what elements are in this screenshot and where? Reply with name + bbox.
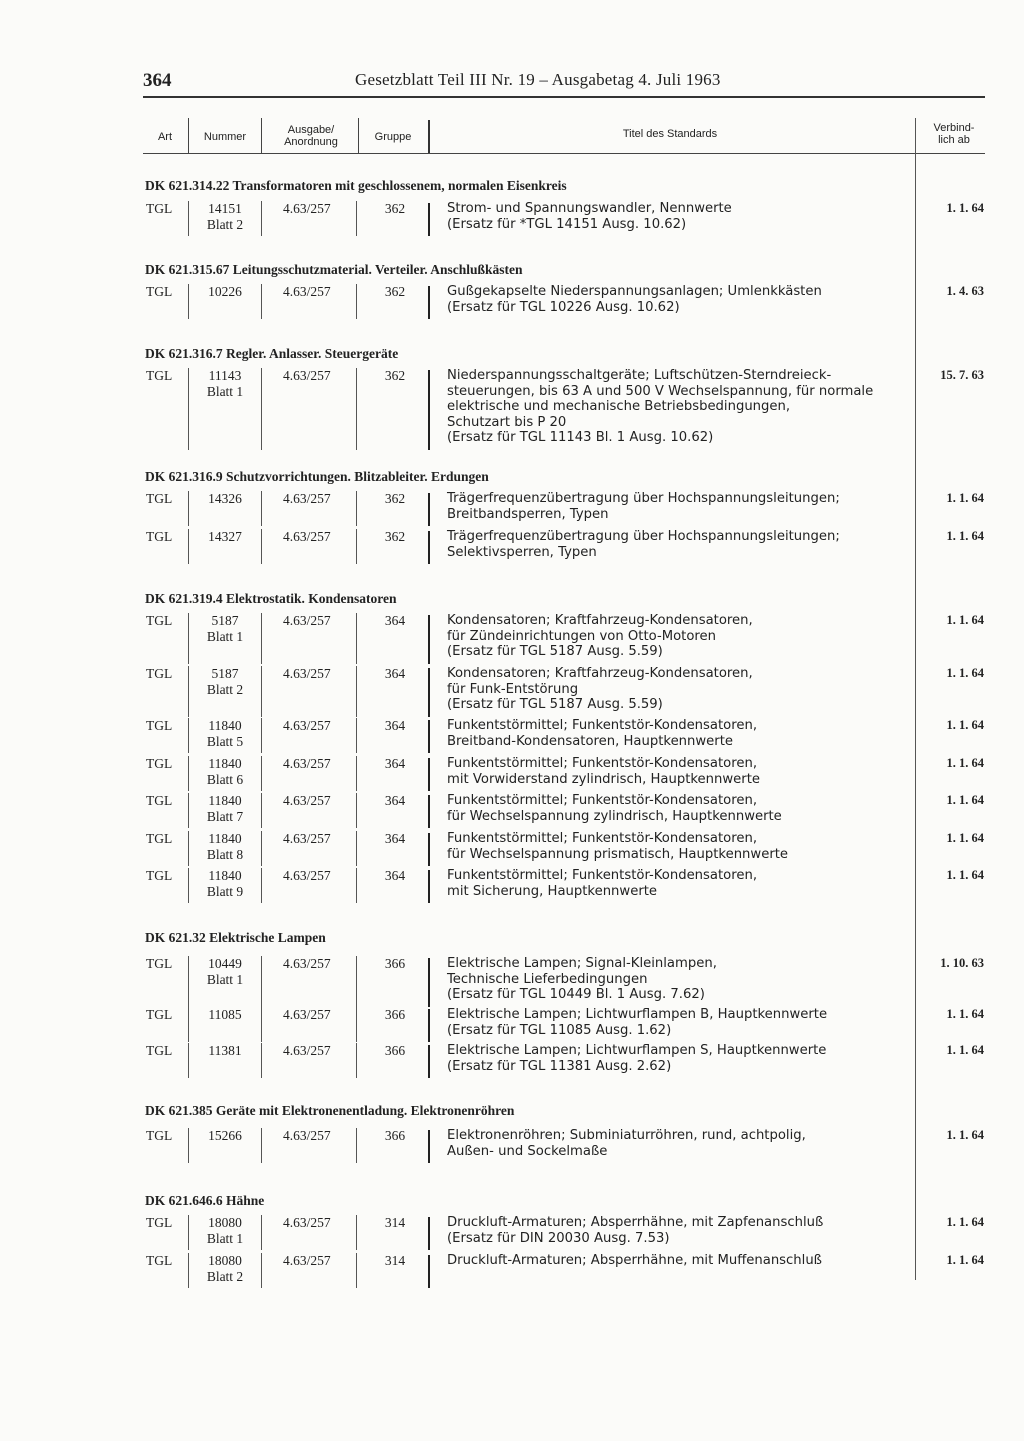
standard-title xyxy=(447,666,915,713)
column-divider xyxy=(188,118,189,154)
title-line: Elektrische Lampen; Lichtwurflampen S, Hauptkennwerte xyxy=(447,1043,827,1058)
sheet-number: Blatt 2 xyxy=(206,681,244,697)
effective-date: 1. 1. 64 xyxy=(946,1128,984,1142)
standard-title xyxy=(447,793,915,824)
art-cell: TGL xyxy=(146,368,173,383)
sheet-number: Blatt 1 xyxy=(206,971,244,987)
standard-number: 11840 xyxy=(208,793,242,808)
sheet-number: Blatt 1 xyxy=(206,1230,244,1246)
art-cell: TGL xyxy=(146,1215,173,1230)
gruppe-cell: 362 xyxy=(384,529,406,544)
effective-date: 1. 1. 64 xyxy=(946,1007,984,1021)
title-line: Druckluft-Armaturen; Absperrhähne, mit Muffenanschluß xyxy=(447,1253,822,1268)
column-divider xyxy=(356,831,357,866)
standard-title xyxy=(447,284,915,315)
title-line: Trägerfrequenzübertragung über Hochspannungsleitungen; xyxy=(447,491,840,506)
column-divider xyxy=(428,1009,430,1042)
title-line: Kondensatoren; Kraftfahrzeug-Kondensatoren, xyxy=(447,666,753,681)
column-divider xyxy=(428,286,430,319)
section-heading: DK 621.315.67 Leitungsschutzmaterial. Verteiler. Anschlußkästen xyxy=(145,262,523,277)
title-line: Funkentstörmittel; Funkentstör-Kondensatoren, xyxy=(447,831,758,846)
table-row xyxy=(0,1253,1024,1284)
column-divider xyxy=(356,956,357,1007)
nummer-cell xyxy=(190,793,260,824)
standard-number: 11840 xyxy=(208,718,242,733)
standard-number: 10226 xyxy=(208,284,242,299)
table-row xyxy=(0,1215,1024,1246)
ausgabe-cell: 4.63/257 xyxy=(283,718,331,733)
nummer-cell xyxy=(190,1007,260,1023)
column-divider xyxy=(261,666,262,717)
standard-number: 10449 xyxy=(208,956,242,971)
standard-title xyxy=(447,718,915,749)
title-line: Funkentstörmittel; Funkentstör-Kondensatoren, xyxy=(447,793,758,808)
nummer-cell xyxy=(190,201,260,232)
standard-title xyxy=(447,201,915,232)
standard-title xyxy=(447,956,915,1003)
title-line: Schutzart bis P 20 xyxy=(447,414,567,430)
art-cell: TGL xyxy=(146,1253,173,1268)
standard-number: 11381 xyxy=(208,1043,242,1058)
title-line: (Ersatz für TGL 10449 Bl. 1 Ausg. 7.62) xyxy=(447,987,705,1002)
ausgabe-cell: 4.63/257 xyxy=(283,284,331,299)
gruppe-cell: 366 xyxy=(384,1043,406,1058)
standard-title xyxy=(447,1215,915,1246)
gruppe-cell: 362 xyxy=(384,491,406,506)
title-line: Kondensatoren; Kraftfahrzeug-Kondensatoren, xyxy=(447,613,753,628)
art-cell: TGL xyxy=(146,1128,173,1143)
column-divider xyxy=(428,1217,430,1250)
nummer-cell xyxy=(190,956,260,987)
effective-date: 1. 1. 64 xyxy=(946,666,984,680)
column-divider xyxy=(428,493,430,526)
ausgabe-cell: 4.63/257 xyxy=(283,956,331,971)
column-divider xyxy=(188,1043,189,1078)
column-divider xyxy=(428,615,430,664)
column-divider xyxy=(261,1253,262,1288)
column-header-rule xyxy=(143,153,985,154)
section-heading: DK 621.385 Geräte mit Elektronenentladung. Elektronenröhren xyxy=(145,1103,515,1118)
gruppe-cell: 366 xyxy=(384,956,406,971)
title-line: Funkentstörmittel; Funkentstör-Kondensatoren, xyxy=(447,868,758,883)
section-heading: DK 621.316.9 Schutzvorrichtungen. Blitzableiter. Erdungen xyxy=(145,469,489,484)
nummer-cell xyxy=(190,1128,260,1144)
effective-date: 1. 1. 64 xyxy=(946,718,984,732)
column-divider xyxy=(261,613,262,664)
art-cell: TGL xyxy=(146,956,173,971)
title-line: Niederspannungsschaltgeräte; Luftschützen-Sterndreieck- xyxy=(447,368,832,383)
column-divider xyxy=(261,529,262,564)
gruppe-cell: 314 xyxy=(384,1215,406,1230)
ausgabe-cell: 4.63/257 xyxy=(283,1007,331,1022)
title-line: Selektivsperren, Typen xyxy=(447,544,597,560)
gruppe-cell: 364 xyxy=(384,831,406,846)
table-row xyxy=(0,529,1024,560)
section-heading: DK 621.316.7 Regler. Anlasser. Steuergeräte xyxy=(145,346,399,361)
art-cell: TGL xyxy=(146,756,173,771)
table-row xyxy=(0,718,1024,749)
art-cell: TGL xyxy=(146,284,173,299)
column-divider xyxy=(261,756,262,791)
page-header-title: Gesetzblatt Teil III Nr. 19 – Ausgabetag 4. Juli 1963 xyxy=(355,70,721,89)
column-divider xyxy=(188,284,189,319)
column-divider xyxy=(356,1128,357,1163)
ausgabe-cell: 4.63/257 xyxy=(283,868,331,883)
column-divider xyxy=(261,1007,262,1042)
title-line: steuerungen, bis 63 A und 500 V Wechselspannung, für normale xyxy=(447,383,874,399)
column-divider xyxy=(188,201,189,236)
table-row xyxy=(0,666,1024,713)
column-header-ausgabe-line2: Anordnung xyxy=(284,136,338,148)
art-cell: TGL xyxy=(146,868,173,883)
column-divider xyxy=(356,666,357,717)
title-line: für Wechselspannung prismatisch, Hauptkennwerte xyxy=(447,846,789,862)
ausgabe-cell: 4.63/257 xyxy=(283,1043,331,1058)
gruppe-cell: 366 xyxy=(384,1007,406,1022)
effective-date: 1. 1. 64 xyxy=(946,491,984,505)
nummer-cell xyxy=(190,1253,260,1284)
column-divider xyxy=(428,120,430,153)
column-divider xyxy=(356,491,357,526)
column-divider xyxy=(261,868,262,903)
title-line: mit Sicherung, Hauptkennwerte xyxy=(447,883,658,899)
column-header-gruppe: Gruppe xyxy=(374,131,412,143)
standard-title xyxy=(447,1043,915,1074)
column-divider xyxy=(358,118,359,154)
column-divider xyxy=(188,529,189,564)
sheet-number: Blatt 1 xyxy=(206,628,244,644)
effective-date: 1. 4. 63 xyxy=(946,284,984,298)
ausgabe-cell: 4.63/257 xyxy=(283,1128,331,1143)
title-line: elektrische und mechanische Betriebsbedingungen, xyxy=(447,399,791,414)
title-line: Elektrische Lampen; Signal-Kleinlampen, xyxy=(447,956,717,971)
title-line: (Ersatz für TGL 5187 Ausg. 5.59) xyxy=(447,697,663,712)
title-line: (Ersatz für *TGL 14151 Ausg. 10.62) xyxy=(447,216,687,232)
column-divider xyxy=(261,1128,262,1163)
ausgabe-cell: 4.63/257 xyxy=(283,1253,331,1268)
table-row xyxy=(0,613,1024,660)
art-cell: TGL xyxy=(146,201,173,216)
nummer-cell xyxy=(190,613,260,644)
column-divider xyxy=(428,833,430,866)
standard-number: 15266 xyxy=(208,1128,242,1143)
column-divider xyxy=(188,718,189,753)
standard-title xyxy=(447,613,915,660)
table-row xyxy=(0,1128,1024,1159)
column-header-art: Art xyxy=(157,131,173,143)
standard-number: 5187 xyxy=(211,613,239,628)
column-divider xyxy=(261,1215,262,1250)
effective-date: 1. 1. 64 xyxy=(946,831,984,845)
table-row xyxy=(0,868,1024,899)
title-line: Breitbandsperren, Typen xyxy=(447,506,609,522)
title-line: Funkentstörmittel; Funkentstör-Kondensatoren, xyxy=(447,718,758,733)
column-divider xyxy=(188,793,189,828)
standard-title xyxy=(447,368,915,446)
column-divider xyxy=(428,758,430,791)
gruppe-cell: 364 xyxy=(384,793,406,808)
gruppe-cell: 366 xyxy=(384,1128,406,1143)
column-header-verbindlich-line1: Verbind- xyxy=(933,122,975,134)
effective-date: 1. 1. 64 xyxy=(946,1253,984,1267)
title-line: Druckluft-Armaturen; Absperrhähne, mit Zapfenanschluß xyxy=(447,1215,824,1230)
table-row xyxy=(0,956,1024,1003)
column-divider xyxy=(188,1253,189,1288)
title-line: Trägerfrequenzübertragung über Hochspannungsleitungen; xyxy=(447,529,840,544)
nummer-cell xyxy=(190,831,260,862)
column-divider xyxy=(261,368,262,450)
gruppe-cell: 364 xyxy=(384,718,406,733)
nummer-cell xyxy=(190,868,260,899)
column-divider xyxy=(356,529,357,564)
column-divider xyxy=(261,831,262,866)
title-line: Funkentstörmittel; Funkentstör-Kondensatoren, xyxy=(447,756,758,771)
sheet-number: Blatt 8 xyxy=(206,846,244,862)
title-line: mit Vorwiderstand zylindrisch, Hauptkennwerte xyxy=(447,771,760,787)
ausgabe-cell: 4.63/257 xyxy=(283,666,331,681)
sheet-number: Blatt 2 xyxy=(206,216,244,232)
title-line: Elektronenröhren; Subminiaturröhren, rund, achtpolig, xyxy=(447,1128,806,1143)
nummer-cell xyxy=(190,491,260,507)
gruppe-cell: 364 xyxy=(384,613,406,628)
title-line: Strom- und Spannungswandler, Nennwerte xyxy=(447,201,732,216)
table-row xyxy=(0,491,1024,522)
nummer-cell xyxy=(190,368,260,399)
standard-title xyxy=(447,1128,915,1159)
standard-number: 14327 xyxy=(208,529,242,544)
sheet-number: Blatt 7 xyxy=(206,808,244,824)
column-divider xyxy=(261,718,262,753)
column-divider xyxy=(356,756,357,791)
ausgabe-cell: 4.63/257 xyxy=(283,491,331,506)
column-divider xyxy=(188,868,189,903)
table-row xyxy=(0,201,1024,232)
title-line: (Ersatz für TGL 5187 Ausg. 5.59) xyxy=(447,644,663,659)
gruppe-cell: 362 xyxy=(384,201,406,216)
standard-title xyxy=(447,1007,915,1038)
table-row xyxy=(0,793,1024,824)
title-line: Breitband-Kondensatoren, Hauptkennwerte xyxy=(447,733,734,749)
column-divider xyxy=(356,718,357,753)
column-header-ausgabe xyxy=(266,124,356,148)
art-cell: TGL xyxy=(146,793,173,808)
gruppe-cell: 314 xyxy=(384,1253,406,1268)
nummer-cell xyxy=(190,284,260,300)
ausgabe-cell: 4.63/257 xyxy=(283,613,331,628)
standard-number: 14326 xyxy=(208,491,242,506)
sheet-number: Blatt 2 xyxy=(206,1268,244,1284)
column-divider xyxy=(261,1043,262,1078)
art-cell: TGL xyxy=(146,1007,173,1022)
table-row xyxy=(0,831,1024,862)
gruppe-cell: 364 xyxy=(384,868,406,883)
effective-date: 1. 1. 64 xyxy=(946,1215,984,1229)
column-divider xyxy=(188,613,189,664)
title-line: für Zündeinrichtungen von Otto-Motoren xyxy=(447,628,716,644)
column-divider xyxy=(261,491,262,526)
nummer-cell xyxy=(190,1043,260,1059)
section-heading: DK 621.32 Elektrische Lampen xyxy=(145,930,326,945)
title-line: Außen- und Sockelmaße xyxy=(447,1143,608,1159)
gruppe-cell: 362 xyxy=(384,284,406,299)
table-row xyxy=(0,1007,1024,1038)
column-divider xyxy=(428,958,430,1007)
art-cell: TGL xyxy=(146,529,173,544)
standard-number: 18080 xyxy=(208,1253,242,1268)
gruppe-cell: 362 xyxy=(384,368,406,383)
nummer-cell xyxy=(190,666,260,697)
column-divider xyxy=(188,831,189,866)
column-divider xyxy=(261,118,262,154)
column-divider xyxy=(428,720,430,753)
column-divider xyxy=(428,1045,430,1078)
column-divider xyxy=(428,1255,430,1288)
standard-title xyxy=(447,491,915,522)
column-divider xyxy=(188,368,189,450)
column-divider xyxy=(188,1007,189,1042)
section-heading: DK 621.319.4 Elektrostatik. Kondensatoren xyxy=(145,591,397,606)
column-divider xyxy=(188,1128,189,1163)
sheet-number: Blatt 1 xyxy=(206,383,244,399)
standard-title xyxy=(447,831,915,862)
effective-date: 1. 1. 64 xyxy=(946,756,984,770)
standard-number: 11085 xyxy=(208,1007,242,1022)
nummer-cell xyxy=(190,718,260,749)
column-divider xyxy=(356,1043,357,1078)
effective-date: 1. 1. 64 xyxy=(946,529,984,543)
column-divider xyxy=(261,793,262,828)
title-line: Gußgekapselte Niederspannungsanlagen; Umlenkkästen xyxy=(447,284,822,299)
column-divider xyxy=(188,956,189,1007)
effective-date: 1. 1. 64 xyxy=(946,1043,984,1057)
column-divider xyxy=(261,956,262,1007)
header-rule xyxy=(143,96,985,98)
column-header-ausgabe-line1: Ausgabe/ xyxy=(287,124,335,136)
title-line: (Ersatz für TGL 11085 Ausg. 1.62) xyxy=(447,1022,672,1038)
art-cell: TGL xyxy=(146,613,173,628)
art-cell: TGL xyxy=(146,666,173,681)
nummer-cell xyxy=(190,1215,260,1246)
column-divider xyxy=(428,795,430,828)
column-divider xyxy=(356,1007,357,1042)
column-header-nummer: Nummer xyxy=(203,131,247,143)
ausgabe-cell: 4.63/257 xyxy=(283,831,331,846)
ausgabe-cell: 4.63/257 xyxy=(283,793,331,808)
column-header-verbindlich-line2: lich ab xyxy=(938,134,970,146)
column-divider xyxy=(261,201,262,236)
column-divider xyxy=(428,203,430,236)
ausgabe-cell: 4.63/257 xyxy=(283,756,331,771)
art-cell: TGL xyxy=(146,718,173,733)
effective-date: 15. 7. 63 xyxy=(940,368,984,382)
column-divider xyxy=(356,613,357,664)
effective-date: 1. 1. 64 xyxy=(946,868,984,882)
gruppe-cell: 364 xyxy=(384,756,406,771)
sheet-number: Blatt 5 xyxy=(206,733,244,749)
title-line: Technische Lieferbedingungen xyxy=(447,971,648,987)
ausgabe-cell: 4.63/257 xyxy=(283,368,331,383)
column-divider xyxy=(356,284,357,319)
art-cell: TGL xyxy=(146,831,173,846)
column-divider xyxy=(356,1253,357,1288)
gruppe-cell: 364 xyxy=(384,666,406,681)
title-line: (Ersatz für TGL 11143 Bl. 1 Ausg. 10.62) xyxy=(447,430,714,445)
column-divider xyxy=(356,368,357,450)
ausgabe-cell: 4.63/257 xyxy=(283,1215,331,1230)
ausgabe-cell: 4.63/257 xyxy=(283,529,331,544)
standard-number: 11143 xyxy=(208,368,242,383)
art-cell: TGL xyxy=(146,1043,173,1058)
standard-title xyxy=(447,756,915,787)
column-divider xyxy=(428,668,430,717)
standard-title xyxy=(447,1253,915,1269)
column-divider xyxy=(188,491,189,526)
section-heading: DK 621.314.22 Transformatoren mit geschlossenem, normalen Eisenkreis xyxy=(145,178,567,193)
art-cell: TGL xyxy=(146,491,173,506)
nummer-cell xyxy=(190,756,260,787)
standard-number: 11840 xyxy=(208,868,242,883)
effective-date: 1. 1. 64 xyxy=(946,613,984,627)
sheet-number: Blatt 9 xyxy=(206,883,244,899)
column-divider xyxy=(356,868,357,903)
table-row xyxy=(0,284,1024,315)
column-divider xyxy=(188,1215,189,1250)
column-divider xyxy=(261,284,262,319)
column-header-titel: Titel des Standards xyxy=(622,128,718,140)
title-line: (Ersatz für TGL 10226 Ausg. 10.62) xyxy=(447,299,680,315)
column-divider xyxy=(428,1130,430,1163)
page-number: 364 xyxy=(143,70,172,91)
table-row xyxy=(0,756,1024,787)
standard-number: 18080 xyxy=(208,1215,242,1230)
column-divider xyxy=(188,666,189,717)
standard-number: 5187 xyxy=(211,666,239,681)
standard-title xyxy=(447,529,915,560)
title-line: für Wechselspannung zylindrisch, Hauptkennwerte xyxy=(447,808,782,824)
title-line: (Ersatz für DIN 20030 Ausg. 7.53) xyxy=(447,1230,670,1246)
column-divider xyxy=(428,870,430,903)
table-row xyxy=(0,368,1024,446)
standard-number: 11840 xyxy=(208,756,242,771)
effective-date: 1. 10. 63 xyxy=(940,956,984,970)
title-line: für Funk-Entstörung xyxy=(447,681,579,697)
column-divider xyxy=(428,370,430,450)
ausgabe-cell: 4.63/257 xyxy=(283,201,331,216)
column-divider xyxy=(356,1215,357,1250)
column-divider xyxy=(356,201,357,236)
standard-number: 14151 xyxy=(208,201,242,216)
sheet-number: Blatt 6 xyxy=(206,771,244,787)
effective-date: 1. 1. 64 xyxy=(946,793,984,807)
section-heading: DK 621.646.6 Hähne xyxy=(145,1193,265,1208)
standard-number: 11840 xyxy=(208,831,242,846)
effective-date: 1. 1. 64 xyxy=(946,201,984,215)
column-divider xyxy=(188,756,189,791)
column-divider xyxy=(356,793,357,828)
column-header-verbindlich xyxy=(922,122,986,146)
title-line: (Ersatz für TGL 11381 Ausg. 2.62) xyxy=(447,1058,672,1074)
nummer-cell xyxy=(190,529,260,545)
table-row xyxy=(0,1043,1024,1074)
column-divider xyxy=(428,531,430,564)
standard-title xyxy=(447,868,915,899)
title-line: Elektrische Lampen; Lichtwurflampen B, Hauptkennwerte xyxy=(447,1007,828,1022)
